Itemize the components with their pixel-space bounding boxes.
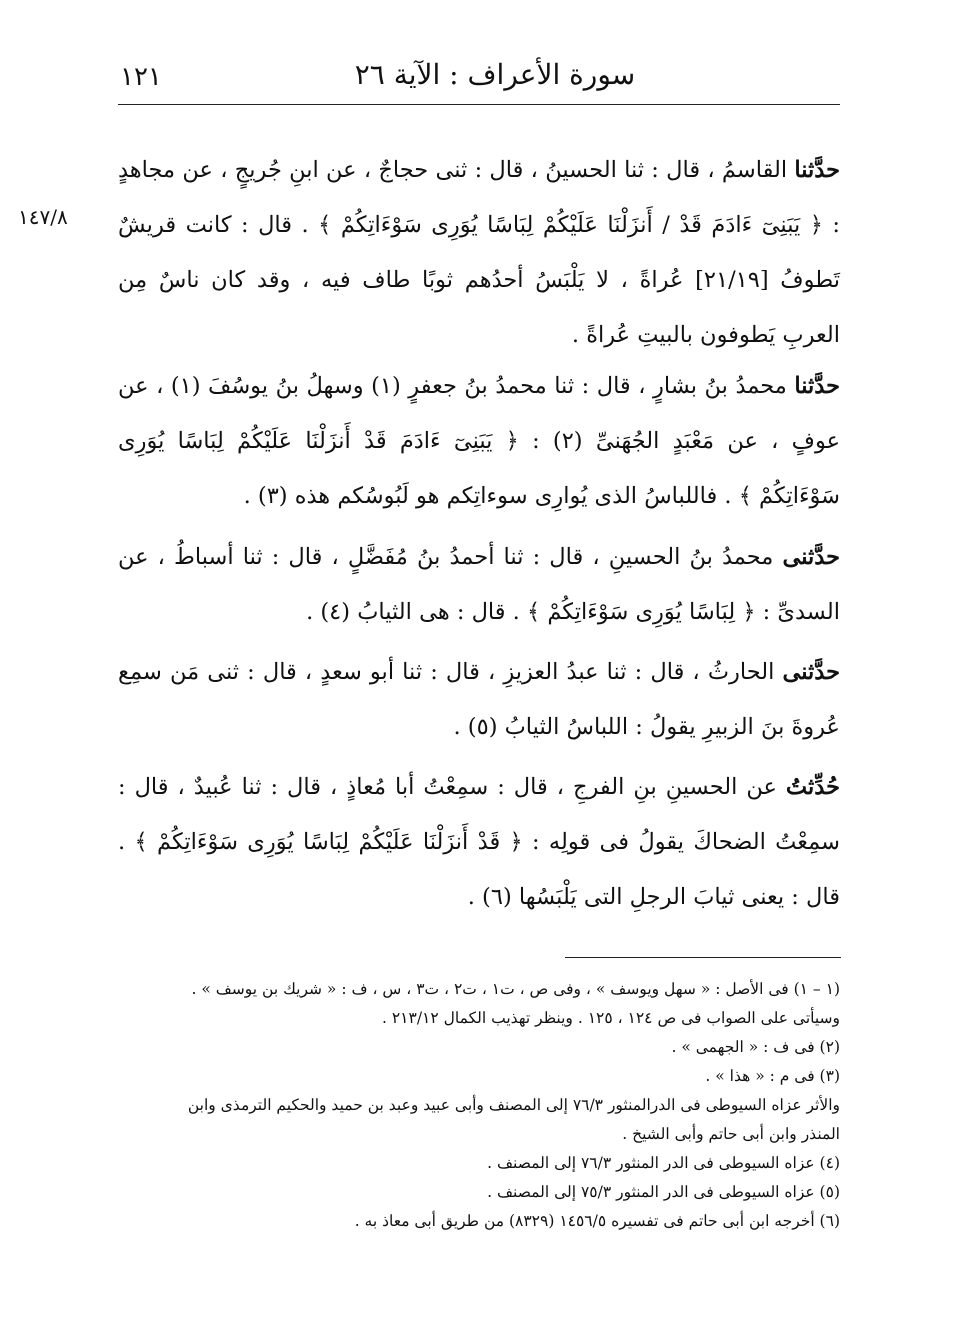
footnote-line: (٢) فى ف : « الجهمى » . <box>671 1038 840 1056</box>
footnote-line: (٦) أخرجه ابن أبى حاتم فى تفسيره ١٤٥٦/٥ (٨٣٢٩) من طريق أبى معاذ به . <box>354 1212 840 1230</box>
footnote-line: والأثر عزاه السيوطى فى الدرالمنثور ٧٦/٣ إلى المصنف وأبى عبيد وعبد بن حميد والحكيم الترمذى وابن <box>187 1096 840 1114</box>
footnote-line: (٤) عزاه السيوطى فى الدر المنثور ٧٦/٣ إلى المصنف . <box>487 1154 840 1172</box>
footnotes <box>118 975 840 1236</box>
paragraph-lead: حدَّثنا <box>794 373 841 399</box>
paragraph-4 <box>118 645 840 755</box>
paragraph-lead: حدَّثنى <box>782 659 840 685</box>
paragraph-text: عن الحسينِ بنِ الفرجِ ، قال : سمِعْتُ أبا مُعاذٍ ، قال : ثنا عُبيدٌ ، قال : سمِعْتُ الضحاكَ يقولُ فى قولِه : ﴿ قَدْ أَنزَلْنَا عَلَيْكُمْ لِبَاسًا يُوَرِى سَوْءَاتِكُمْ ﴾ . قال : يعنى ثيابَ الرجلِ التى يَلْبَسُها (٦) . <box>118 774 840 910</box>
paragraph-3 <box>118 530 840 640</box>
header-rule <box>118 104 840 105</box>
footnote-line: (٣) فى م : « هذا » . <box>705 1067 840 1085</box>
footnote-line: وسيأتى على الصواب فى ص ١٢٤ ، ١٢٥ . وينظر تهذيب الكمال ٢١٣/١٢ . <box>382 1009 840 1027</box>
paragraph-text: محمدُ بنُ الحسينِ ، قال : ثنا أحمدُ بنُ مُفَضَّلٍ ، قال : ثنا أسباطُ ، عن السدىِّ : ﴿ لِبَاسًا يُوَرِى سَوْءَاتِكُمْ ﴾ . قال : هى الثيابُ (٤) . <box>118 544 840 625</box>
paragraph-lead: حدَّثنا <box>794 157 840 183</box>
margin-reference: ١٤٧/٨ <box>18 205 68 229</box>
paragraph-text: محمدُ بنُ بشارٍ ، قال : ثنا محمدُ بنُ جعفرٍ (١) وسهلُ بنُ يوسُفَ (١) ، عن عوفٍ ، عن مَعْبَدٍ الجُهَنىِّ (٢) : ﴿ يَبَنِىٓ ءَادَمَ قَدْ أَنزَلْنَا عَلَيْكُمْ لِبَاسًا يُوَرِى سَوْءَاتِكُمْ ﴾ . فاللباسُ الذى يُوارِى سوءاتِكم هو لَبُوسُكم هذه (٣) . <box>118 373 841 509</box>
paragraph-text: القاسمُ ، قال : ثنا الحسينُ ، قال : ثنى حجاجٌ ، عن ابنِ جُريجٍ ، عن مجاهدٍ : ﴿ يَبَنِىٓ ءَادَمَ قَدْ / أَنزَلْنَا عَلَيْكُمْ لِبَاسًا يُوَرِى سَوْءَاتِكُمْ ﴾ . قال : كانت قريشٌ تَطوفُ [٢١/١٩] عُراةً ، لا يَلْبَسُ أحدُهم ثوبًا طاف فيه ، وقد كان ناسٌ مِن العربِ يَطوفون بالبيتِ عُراةً . <box>118 157 840 348</box>
paragraph-lead: حُدِّثتُ <box>785 774 840 800</box>
footnote-line: (٥) عزاه السيوطى فى الدر المنثور ٧٥/٣ إلى المصنف . <box>487 1183 840 1201</box>
paragraph-1 <box>118 143 840 363</box>
paragraph-lead: حدَّثنى <box>782 544 840 570</box>
footnote-separator <box>565 957 841 958</box>
footnote-line: (١ – ١) فى الأصل : « سهل ويوسف » ، وفى ص ، ت١ ، ت٢ ، ت٣ ، س ، ف : « شريك بن يوسف » . <box>191 980 840 998</box>
footnote-line: المنذر وابن أبى حاتم وأبى الشيخ . <box>622 1125 840 1143</box>
paragraph-2 <box>118 359 840 524</box>
running-header-title: سورة الأعراف : الآية ٢٦ <box>354 58 636 91</box>
page-number: ١٢١ <box>120 62 162 92</box>
paragraph-5 <box>118 760 840 925</box>
paragraph-text: الحارثُ ، قال : ثنا عبدُ العزيزِ ، قال : ثنا أبو سعدٍ ، قال : ثنى مَن سمِع عُروةَ بنَ الزبيرِ يقولُ : اللباسُ الثيابُ (٥) . <box>118 659 840 740</box>
